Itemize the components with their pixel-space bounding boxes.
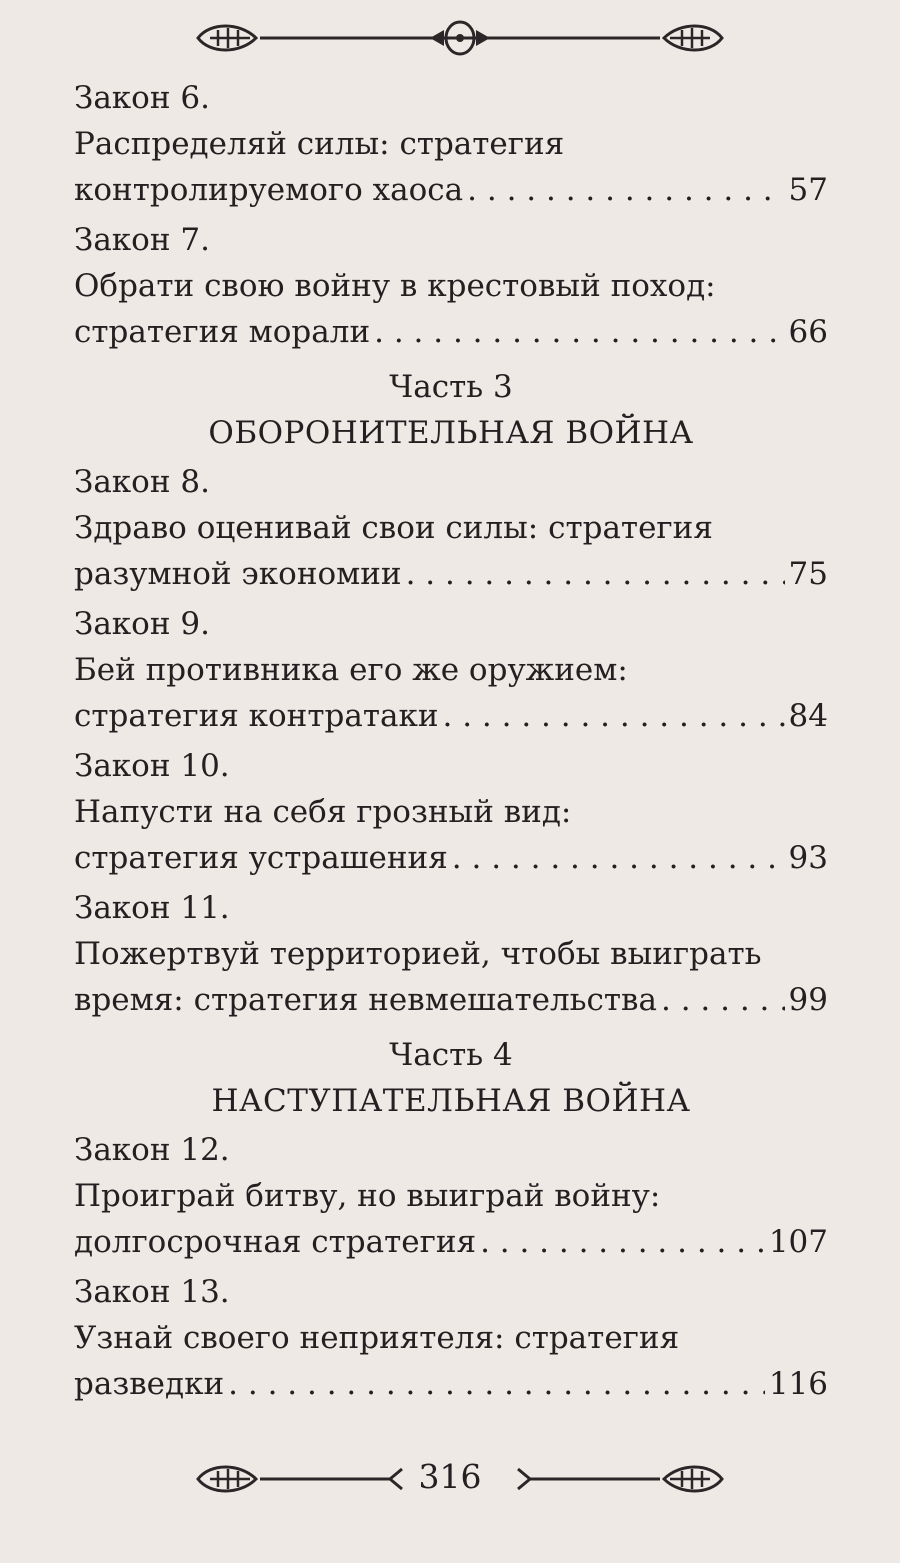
page-reference: 107	[768, 1224, 828, 1260]
dot-leader	[406, 551, 785, 597]
page-reference: 57	[788, 172, 828, 208]
law-title-last-line	[74, 1361, 828, 1407]
part-title: НАСТУПАТЕЛЬНАЯ ВОЙНА	[211, 1083, 691, 1119]
toc-entry	[74, 743, 828, 881]
toc-entry	[74, 885, 828, 1023]
toc-entry	[74, 217, 828, 355]
toc-entry	[74, 601, 828, 739]
law-number: Закон 7.	[74, 222, 210, 258]
law-title-line: Узнай своего неприятеля: стратегия	[74, 1320, 680, 1356]
dot-leader	[443, 693, 785, 739]
page-reference: 116	[768, 1366, 828, 1402]
page-number: 316	[418, 1457, 482, 1496]
law-number: Закон 6.	[74, 80, 210, 116]
law-title-line: Распределяй силы: стратегия	[74, 126, 565, 162]
law-title-text: долгосрочная стратегия	[74, 1224, 477, 1260]
page-reference: 99	[788, 982, 828, 1018]
dot-leader	[467, 167, 784, 213]
law-title-line: Бей противника его же оружием:	[74, 652, 628, 688]
dot-leader	[452, 835, 785, 881]
page-reference: 84	[788, 698, 828, 734]
dot-leader	[228, 1361, 765, 1407]
toc-entry	[74, 75, 828, 213]
part-title: ОБОРОНИТЕЛЬНАЯ ВОЙНА	[208, 415, 694, 451]
law-title-text: стратегия устрашения	[74, 840, 448, 876]
law-title-text: разумной экономии	[74, 556, 402, 592]
part-label: Часть 3	[389, 369, 513, 405]
part-heading	[74, 365, 828, 457]
law-title-line: Здраво оценивай свои силы: стратегия	[74, 510, 713, 546]
law-number: Закон 11.	[74, 890, 230, 926]
law-title-text: время: стратегия невмешательства	[74, 982, 657, 1018]
dot-leader	[374, 309, 784, 355]
top-ornament	[190, 16, 730, 60]
law-title-line: Проиграй битву, но выиграй войну:	[74, 1178, 661, 1214]
toc-entry	[74, 1127, 828, 1265]
law-number: Закон 12.	[74, 1132, 230, 1168]
law-number: Закон 13.	[74, 1274, 230, 1310]
law-title-line: Пожертвуй территорией, чтобы выиграть	[74, 936, 762, 972]
law-title-last-line	[74, 551, 828, 597]
page-reference: 66	[788, 314, 828, 350]
dot-leader	[480, 1219, 765, 1265]
law-number: Закон 8.	[74, 464, 210, 500]
dot-leader	[661, 977, 785, 1023]
law-number: Закон 9.	[74, 606, 210, 642]
page-reference: 75	[788, 556, 828, 592]
law-title-last-line	[74, 977, 828, 1023]
part-heading	[74, 1033, 828, 1125]
law-title-last-line	[74, 309, 828, 355]
law-title-last-line	[74, 167, 828, 213]
toc-entry	[74, 1269, 828, 1407]
law-title-text: разведки	[74, 1366, 225, 1402]
law-title-text: стратегия морали	[74, 314, 371, 350]
law-title-line: Обрати свою войну в крестовый поход:	[74, 268, 716, 304]
table-of-contents	[74, 75, 828, 1411]
law-title-last-line	[74, 1219, 828, 1265]
law-number: Закон 10.	[74, 748, 230, 784]
law-title-last-line	[74, 835, 828, 881]
page-reference: 93	[788, 840, 828, 876]
law-title-last-line	[74, 693, 828, 739]
law-title-text: контролируемого хаоса	[74, 172, 464, 208]
part-label: Часть 4	[389, 1037, 513, 1073]
toc-entry	[74, 459, 828, 597]
law-title-line: Напусти на себя грозный вид:	[74, 794, 572, 830]
law-title-text: стратегия контратаки	[74, 698, 439, 734]
